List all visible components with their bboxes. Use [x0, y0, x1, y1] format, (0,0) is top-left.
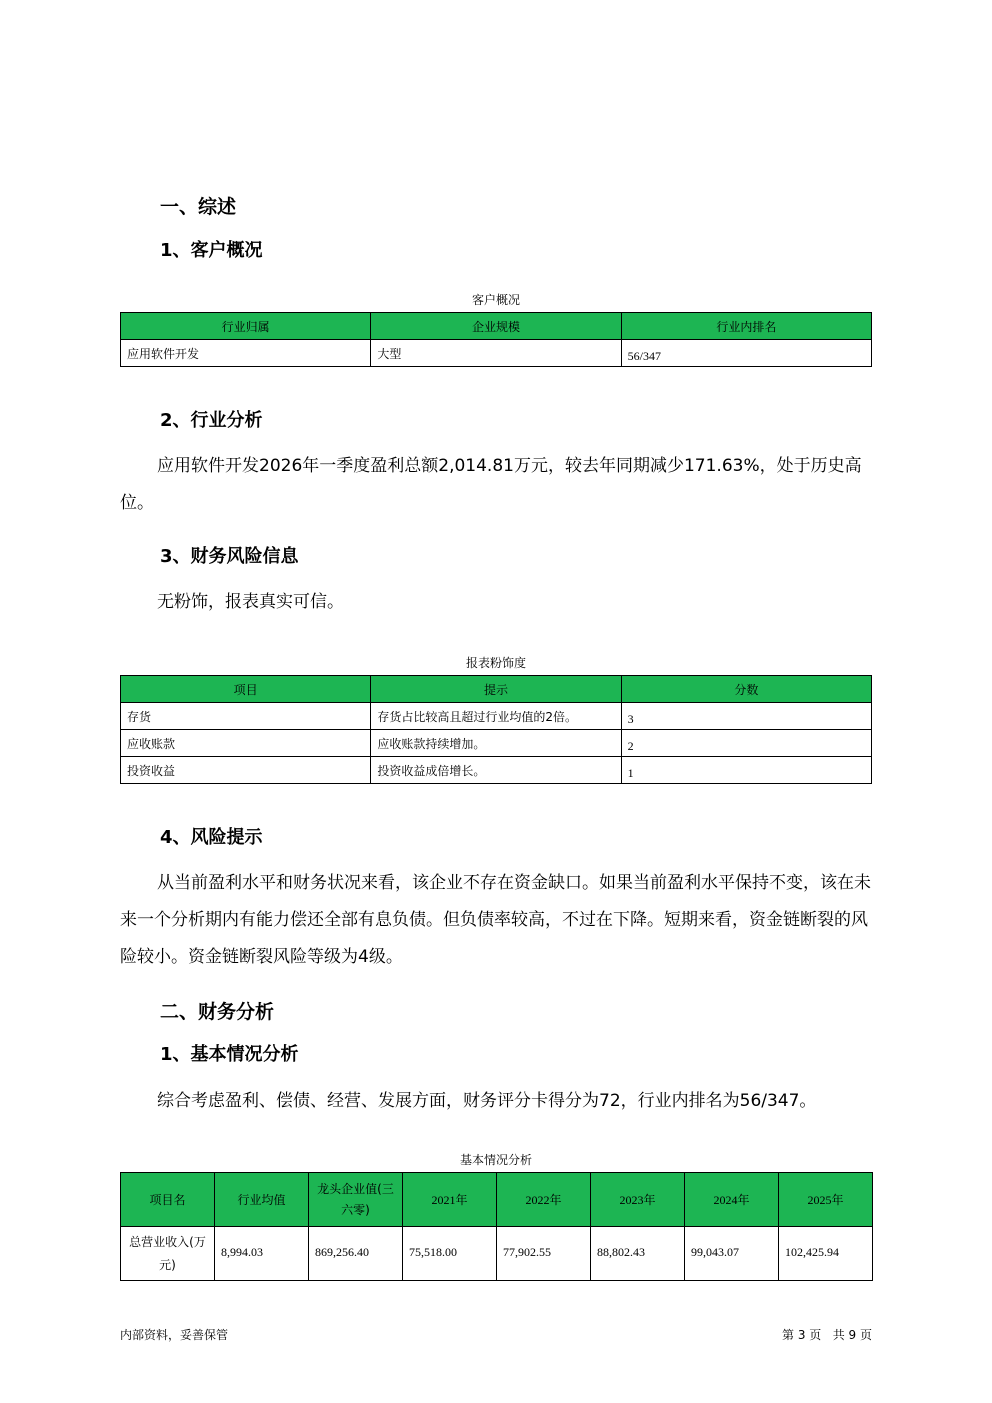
table-header: 行业内排名 [621, 313, 871, 340]
table-header: 2023年 [591, 1173, 685, 1227]
table-header: 2025年 [779, 1173, 873, 1227]
table-row [121, 730, 872, 757]
table-cell: 56/347 [621, 340, 871, 367]
table-cell: 869,256.40 [309, 1227, 403, 1281]
table-caption-customer: 客户概况 [471, 293, 520, 307]
table-header: 分数 [621, 676, 871, 703]
table-cell: 88,802.43 [591, 1227, 685, 1281]
table-cell: 存货占比较高且超过行业均值的2倍。 [371, 703, 621, 730]
risk-warning-text: 从当前盈利水平和财务状况来看，该企业不存在资金缺口。如果当前盈利水平保持不变，该在未来一个分析期内有能力偿还全部有息负债。但负债率较高，不过在下降。短期来看，资金链断裂的风险较小。资金链断裂风险等级为4级。 [120, 873, 871, 967]
basic-analysis-table [120, 1172, 873, 1281]
table-cell: 大型 [371, 340, 621, 367]
basic-analysis-text: 综合考虑盈利、偿债、经营、发展方面，财务评分卡得分为72，行业内排名为56/347。 [157, 1091, 817, 1111]
table-cell: 77,902.55 [497, 1227, 591, 1281]
table-cell: 应收账款持续增加。 [371, 730, 621, 757]
footer-confidential: 内部资料，妥善保管 [120, 1328, 229, 1342]
table-cell: 75,518.00 [403, 1227, 497, 1281]
table-header: 行业归属 [121, 313, 371, 340]
table-cell: 1 [621, 757, 871, 784]
table-cell: 存货 [121, 703, 371, 730]
financial-risk-text: 无粉饰，报表真实可信。 [157, 592, 344, 612]
table-cell: 3 [621, 703, 871, 730]
table-cell: 2 [621, 730, 871, 757]
table-cell: 投资收益成倍增长。 [371, 757, 621, 784]
table-caption-basic-analysis: 基本情况分析 [459, 1153, 532, 1167]
embellishment-table [120, 675, 872, 784]
table-header: 2021年 [403, 1173, 497, 1227]
table-cell: 投资收益 [121, 757, 371, 784]
footer-page-number: 第 3 页 共 9 页 [782, 1328, 872, 1342]
table-caption-embellishment: 报表粉饰度 [465, 656, 526, 670]
table-header: 行业均值 [215, 1173, 309, 1227]
customer-overview-table [120, 312, 872, 367]
table-cell: 8,994.03 [215, 1227, 309, 1281]
table-header: 2022年 [497, 1173, 591, 1227]
table-cell: 应收账款 [121, 730, 371, 757]
table-header: 项目名 [121, 1173, 215, 1227]
table-header: 企业规模 [371, 313, 621, 340]
subsection-title-industry: 2、行业分析 [160, 410, 263, 431]
subsection-title-financial-risk: 3、财务风险信息 [160, 546, 299, 567]
table-header: 2024年 [685, 1173, 779, 1227]
industry-analysis-text: 应用软件开发2026年一季度盈利总额2,014.81万元，较去年同期减少171.63%，处于历史高位。 [120, 456, 862, 513]
section-title-overview: 一、综述 [160, 196, 237, 218]
subsection-title-risk-warning: 4、风险提示 [160, 827, 263, 848]
table-row [121, 340, 872, 367]
table-header: 龙头企业值(三六零) [309, 1173, 403, 1227]
section-title-financial-analysis: 二、财务分析 [160, 1001, 275, 1023]
table-row [121, 757, 872, 784]
table-cell: 总营业收入(万元) [121, 1227, 215, 1281]
subsection-title-basic-analysis: 1、基本情况分析 [160, 1044, 299, 1065]
table-cell: 应用软件开发 [121, 340, 371, 367]
table-header: 项目 [121, 676, 371, 703]
subsection-title-customer: 1、客户概况 [160, 240, 263, 261]
table-row [121, 703, 872, 730]
table-header: 提示 [371, 676, 621, 703]
table-cell: 102,425.94 [779, 1227, 873, 1281]
table-cell: 99,043.07 [685, 1227, 779, 1281]
table-row [121, 1227, 873, 1281]
